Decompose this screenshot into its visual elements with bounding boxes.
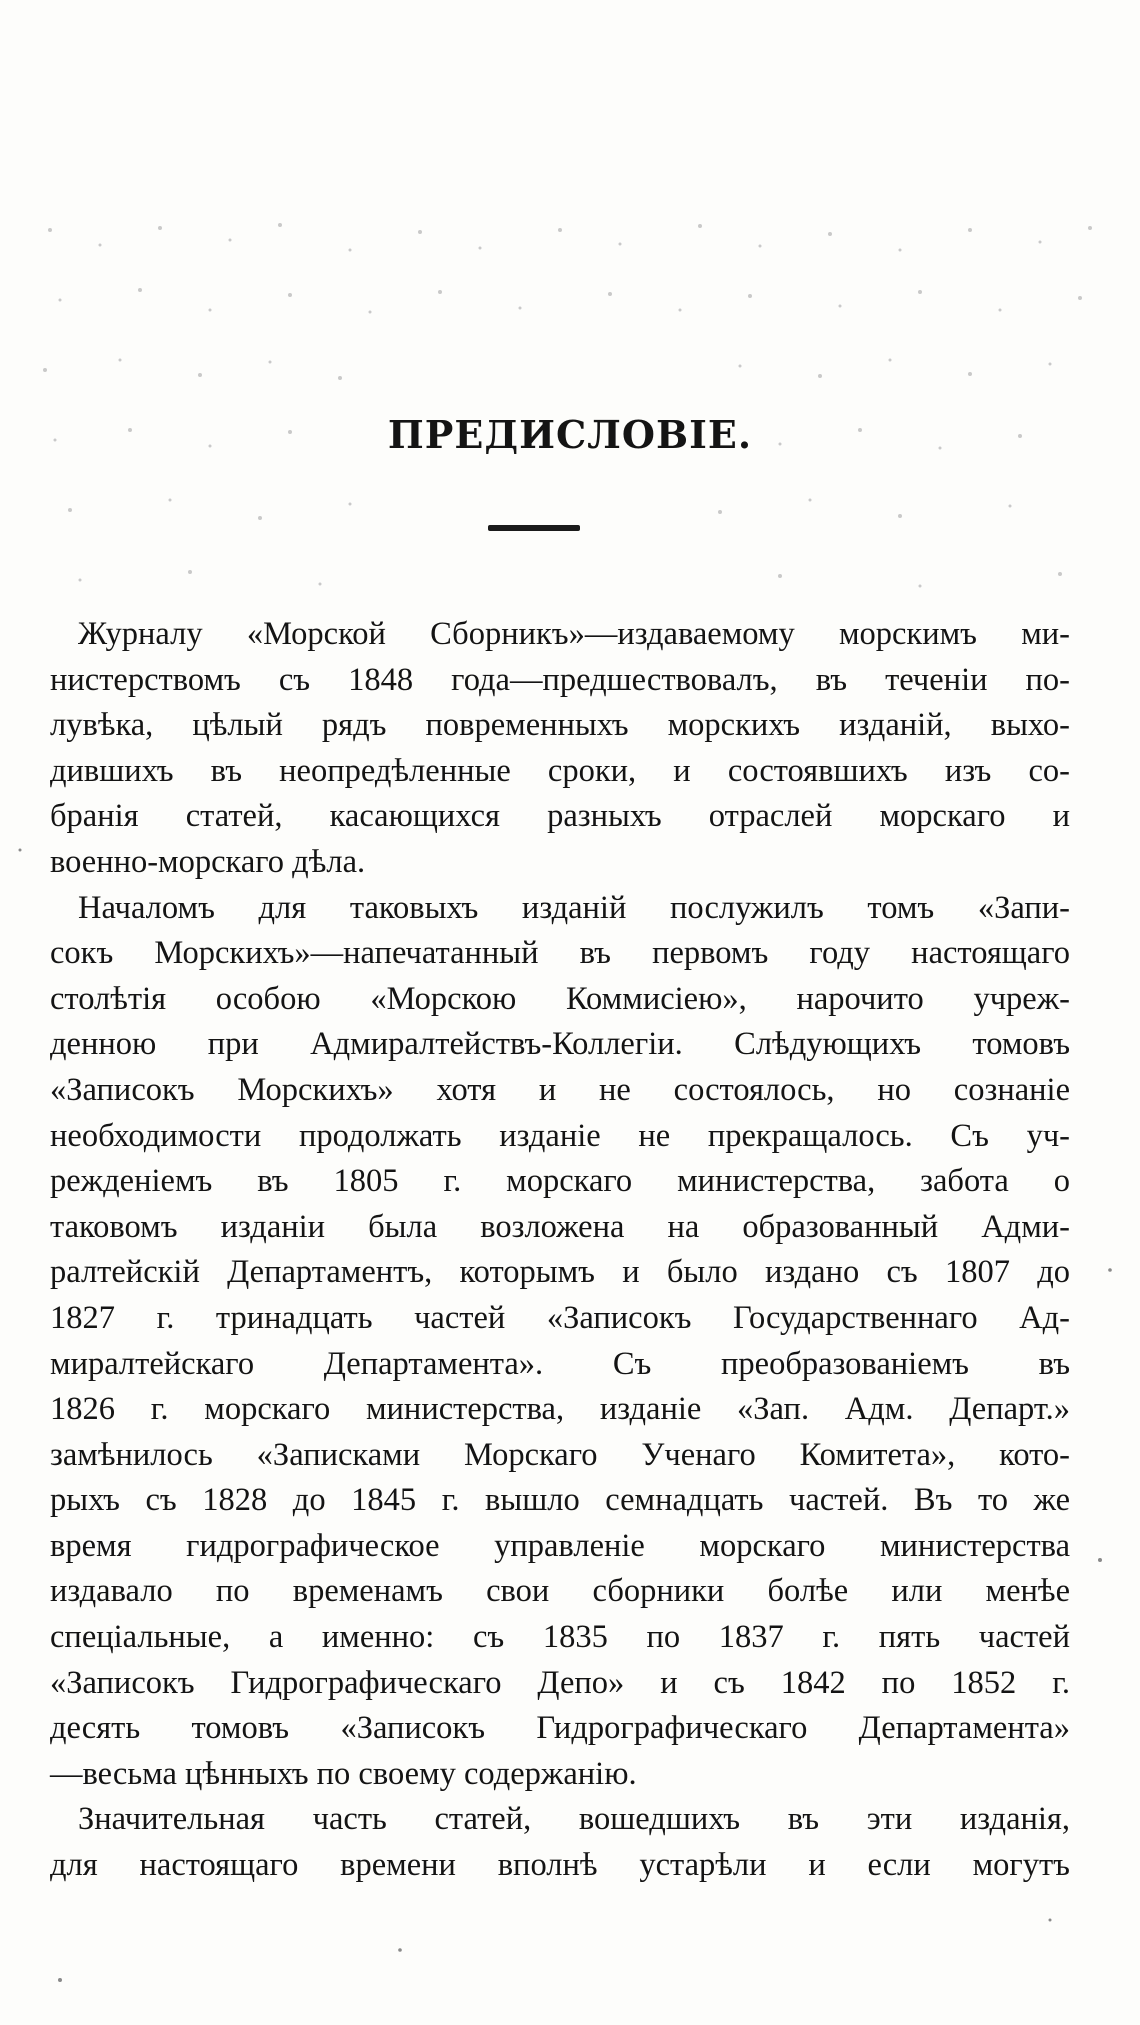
text-line: рыхъ съ 1828 до 1845 г. вышло семнадцать частей. Въ то же	[50, 1482, 1070, 1519]
text-line: для настоящаго времени вполнѣ устарѣли и если могутъ	[50, 1847, 1070, 1884]
text-line: издавало по временамъ свои сборники болѣе или менѣе	[50, 1573, 1070, 1610]
text-line: Началомъ для таковыхъ изданій послужилъ томъ «Запи-	[78, 889, 1070, 926]
text-line: «Записокъ Морскихъ» хотя и не состоялось, но сознаніе	[50, 1071, 1070, 1108]
text-line: столѣтія особою «Морскою Коммисіею», нарочито учреж-	[50, 980, 1070, 1017]
text-line: денною при Адмиралтействъ-Коллегіи. Слѣдующихъ томовъ	[50, 1026, 1070, 1063]
text-line: ралтейскій Департаментъ, которымъ и было издано съ 1807 до	[50, 1254, 1070, 1291]
text-line: Значительная часть статей, вошедшихъ въ эти изданія,	[78, 1801, 1070, 1838]
text-line: режденіемъ въ 1805 г. морскаго министерства, забота о	[50, 1163, 1070, 1200]
text-line: время гидрографическое управленіе морскаго министерства	[50, 1527, 1070, 1564]
text-line: «Записокъ Гидрографическаго Депо» и съ 1842 по 1852 г.	[50, 1664, 1070, 1701]
text-line: замѣнилось «Записками Морскаго Ученаго Комитета», кото-	[50, 1436, 1070, 1473]
text-line: нистерствомъ съ 1848 года—предшествовалъ, въ теченіи по-	[50, 661, 1070, 698]
text-line: спеціальные, а именно: съ 1835 по 1837 г. пять частей	[50, 1619, 1070, 1656]
text-line: миралтейскаго Департамента». Съ преобразованіемъ въ	[50, 1345, 1070, 1382]
text-line: —весьма цѣнныхъ по своему содержанію.	[50, 1755, 637, 1792]
text-line: сокъ Морскихъ»—напечатанный въ первомъ году настоящаго	[50, 935, 1070, 972]
page-title: ПРЕДИСЛОВІЕ.	[387, 412, 753, 457]
text-line: таковомъ изданіи была возложена на образованный Адми-	[50, 1208, 1070, 1245]
text-line: 1827 г. тринадцать частей «Записокъ Государственнаго Ад-	[50, 1299, 1070, 1336]
text-line: необходимости продолжать изданіе не прекращалось. Съ уч-	[50, 1117, 1070, 1154]
text-line: десять томовъ «Записокъ Гидрографическаго Департамента»	[50, 1710, 1070, 1747]
text-line: бранія статей, касающихся разныхъ отраслей морскаго и	[50, 798, 1070, 835]
text-line: 1826 г. морскаго министерства, изданіе «Зап. Адм. Департ.»	[50, 1391, 1070, 1428]
text-line: Журналу «Морской Сборникъ»—издаваемому морскимъ ми-	[78, 616, 1070, 652]
text-line: лувѣка, цѣлый рядъ повременныхъ морскихъ изданій, выхо-	[50, 707, 1070, 744]
text-line: дившихъ въ неопредѣленные сроки, и состоявшихъ изъ со-	[50, 752, 1070, 789]
text-line: военно-морскаго дѣла.	[50, 843, 366, 880]
